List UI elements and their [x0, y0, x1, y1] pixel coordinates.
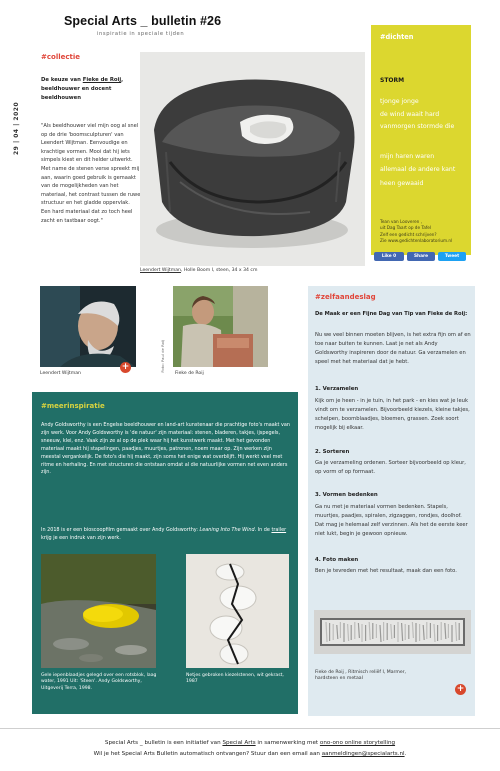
- poem-line: allemaal de andere kant: [380, 166, 456, 173]
- dichten-tag: #dichten: [380, 33, 414, 41]
- meer-tag: #meerinspiratie: [41, 402, 105, 410]
- poem-line: vanmorgen stormde die: [380, 123, 455, 130]
- facebook-share-button[interactable]: Share: [407, 252, 435, 261]
- yellow-leaves-photo[interactable]: [41, 554, 156, 668]
- expand-plus-button[interactable]: +: [121, 362, 130, 372]
- stone-sculpture-image: [140, 52, 365, 266]
- expand-plus-button[interactable]: +: [456, 684, 465, 694]
- tweet-button[interactable]: Tweet: [438, 252, 466, 261]
- portrait-caption-right: Fieke de Roij: [175, 371, 204, 376]
- poem-line: mijn haren waren: [380, 153, 435, 160]
- step-heading: 3. Vormen bedenken: [315, 492, 378, 498]
- poem-line: tjonge jonge: [380, 98, 419, 105]
- yellow-leaves-caption: Gele iepenblaadjes gelegd over een rotsblok, laag water, 1991 Uit: 'Steen'. Andy Goldsworthy, Uitgeverij Terra, 1998.: [41, 673, 157, 691]
- portrait-image: [173, 286, 268, 367]
- film-prefix: In 2018 is er een bioscoopfilm gemaakt over Andy Goldsworthy:: [41, 527, 200, 533]
- footer-line-1: [0, 740, 500, 746]
- facebook-like-button[interactable]: Like 0: [374, 252, 404, 261]
- poem-source: uit Dag Taart op de Tafel: [380, 225, 432, 231]
- ono-ono-link[interactable]: ono-ono online storytelling: [319, 740, 396, 746]
- footer-text: Special Arts _ bulletin is een initiatief van: [104, 740, 223, 746]
- collectie-tag: #collectie: [41, 53, 81, 61]
- leendert-wijtman-link[interactable]: Leendert Wijtman: [140, 268, 181, 273]
- page-tagline: inspiratie in speciale tijden: [97, 31, 185, 37]
- film-suffix: krijg je een indruk van zijn werk.: [41, 534, 121, 541]
- film-mid: . In de: [254, 527, 272, 533]
- poem-invite: Zelf een gedicht schrijven?: [380, 231, 437, 237]
- zelf-tag: #zelfaandeslag: [315, 293, 376, 301]
- zelf-intro: Nu we veel binnen moeten blijven, is het extra fijn om af en toe naar buiten te kunnen. Laat je net als Andy Goldsworthy inspireren door de natuur. Ga verzamelen en speel met het materiaal dat je hebt.: [315, 332, 471, 365]
- caption-rest: , Holle Boom I, steen, 34 x 34 cm: [180, 268, 258, 273]
- step-heading: 4. Foto maken: [315, 557, 359, 563]
- intro-prefix: De keuze van: [41, 77, 83, 83]
- relief-image: [314, 610, 471, 654]
- collectie-section: [32, 46, 144, 276]
- yellow-leaves-image: [41, 554, 156, 668]
- step-heading: 2. Sorteren: [315, 449, 350, 455]
- intro-suffix: , beeldhouwer en docent beeldhouwen: [41, 77, 124, 101]
- step-text: Ga je verzameling ordenen. Sorteer bijvoorbeeld op kleur, op vorm of op formaat.: [315, 460, 466, 475]
- stone-sculpture-photo[interactable]: [140, 52, 365, 266]
- step-text: Ben je tevreden met het resultaat, maak dan een foto.: [315, 568, 457, 574]
- collectie-intro: [41, 76, 141, 103]
- poem-line: de wind waait hard: [380, 111, 440, 118]
- fieke-de-roij-portrait[interactable]: [173, 286, 268, 367]
- footer-text: Wil je het Special Arts Bulletin automatisch ontvangen? Stuur dan een email aan: [93, 751, 322, 757]
- meer-film-text: [41, 527, 291, 543]
- meer-text: Andy Goldsworthy is een Engelse beeldhouwer en land-art kunstenaar die prachtige foto's maakt van zijn werk. Voor Andy Goldsworthy is 'de natuur' zijn materiaal: stenen, bladeren, takjes, ijspegels, sneeuw, klei, enz. Vaak zijn ze al op de plek waar hij het kunstwerk maakt. Met het gevonden materiaal maakt hij stapelingen, paadjes, muurtjes, patronen, noem maar op. Zijn werken zijn meestal vergankelijk. De foto's die hij maakt, zijn soms het enige wat overblijft. Hij werkt veel met ritme en herhaling. En met structuren die ontstaan omdat al die natuurlijke vormen net even anders zijn.: [41, 422, 290, 476]
- fieke-de-roij-link[interactable]: Fieke de Roij: [82, 77, 122, 83]
- portrait-image: [40, 286, 136, 367]
- broken-stones-image: [186, 554, 289, 668]
- photo-credit: Foto: Paul de Roij: [160, 340, 165, 373]
- issue-date: 29 | 04 | 2020: [13, 101, 20, 155]
- poem-link[interactable]: Zie www.gedichtenlaboratorium.nl: [380, 237, 453, 243]
- step-text: Ga nu met je materiaal vormen bedenken. Stapels, muurtjes, paadjes, spiralen, zigzaggen, rondjes, doolhof. Dat mag je helemaal zelf verzinnen. Als het de eerste keer niet lukt, begin je gewoon opnieuw.: [315, 504, 468, 537]
- poem-title: STORM: [380, 77, 405, 84]
- footer-text: .: [404, 751, 407, 757]
- relief-caption: Fieke de Roij , Ritmisch reliëf I, Marmer, hardsteen en metaal: [315, 670, 407, 682]
- special-arts-link[interactable]: Special Arts: [222, 740, 256, 746]
- poem-line: heen gewaaid: [380, 180, 424, 187]
- dichten-section: [371, 25, 471, 255]
- email-link[interactable]: aanmeldingen@specialarts.nl: [321, 751, 405, 757]
- poem-author: Tean van Looveren ,: [380, 219, 422, 224]
- zelf-subtitle: De Maak er een Fijne Dag van Tip van Fieke de Roij:: [315, 311, 468, 317]
- meerinspiratie-section: [32, 392, 298, 714]
- page-title: Special Arts _ bulletin #26: [64, 14, 222, 28]
- footer-text: in samenwerking met: [255, 740, 320, 746]
- portrait-caption-left: Leendert Wijtman: [40, 371, 81, 376]
- stone-photo-caption: [140, 268, 257, 274]
- broken-stones-caption: Netjes gebroken kiezelstenen, wit gekrast, 1987: [186, 673, 284, 685]
- poem-meta: [380, 219, 452, 244]
- leendert-wijtman-portrait[interactable]: [40, 286, 136, 367]
- collectie-quote: "Als beeldhouwer viel mijn oog al snel op de drie 'boomsculpturen' van Leendert Wijtman. Eenvoudige en krachtige vormen. Mooi dat hij iets simpels kiest en dit helder uitwerkt. Met name de stenen verse spreekt mij aan, waarin goed gebruik is gemaakt van de mogelijkheden van het materiaal, het contrast tussen de ruwe structuur en het gladde oppervlak. Een hard materiaal dat zo toch heel zacht en tastbaar oogt.": [41, 123, 141, 224]
- zelfaandeslag-section: [308, 286, 475, 716]
- step-heading: 1. Verzamelen: [315, 386, 359, 392]
- film-title: Leaning Into The Wind: [199, 527, 255, 533]
- trailer-link[interactable]: trailer: [271, 527, 287, 533]
- step-text: Kijk om je heen - in je tuin, in het park - en kies wat je leuk vindt om te verzamelen. Bijvoorbeeld kiezels, kleine takjes, schelpen, boomblaadjes, bloemen, grassen. Zoek soort mogelijk bij elkaar.: [315, 398, 470, 431]
- footer-divider: [0, 728, 500, 729]
- footer-line-2: [0, 751, 500, 757]
- broken-stones-photo[interactable]: [186, 554, 289, 668]
- relief-artwork-photo[interactable]: [314, 610, 471, 654]
